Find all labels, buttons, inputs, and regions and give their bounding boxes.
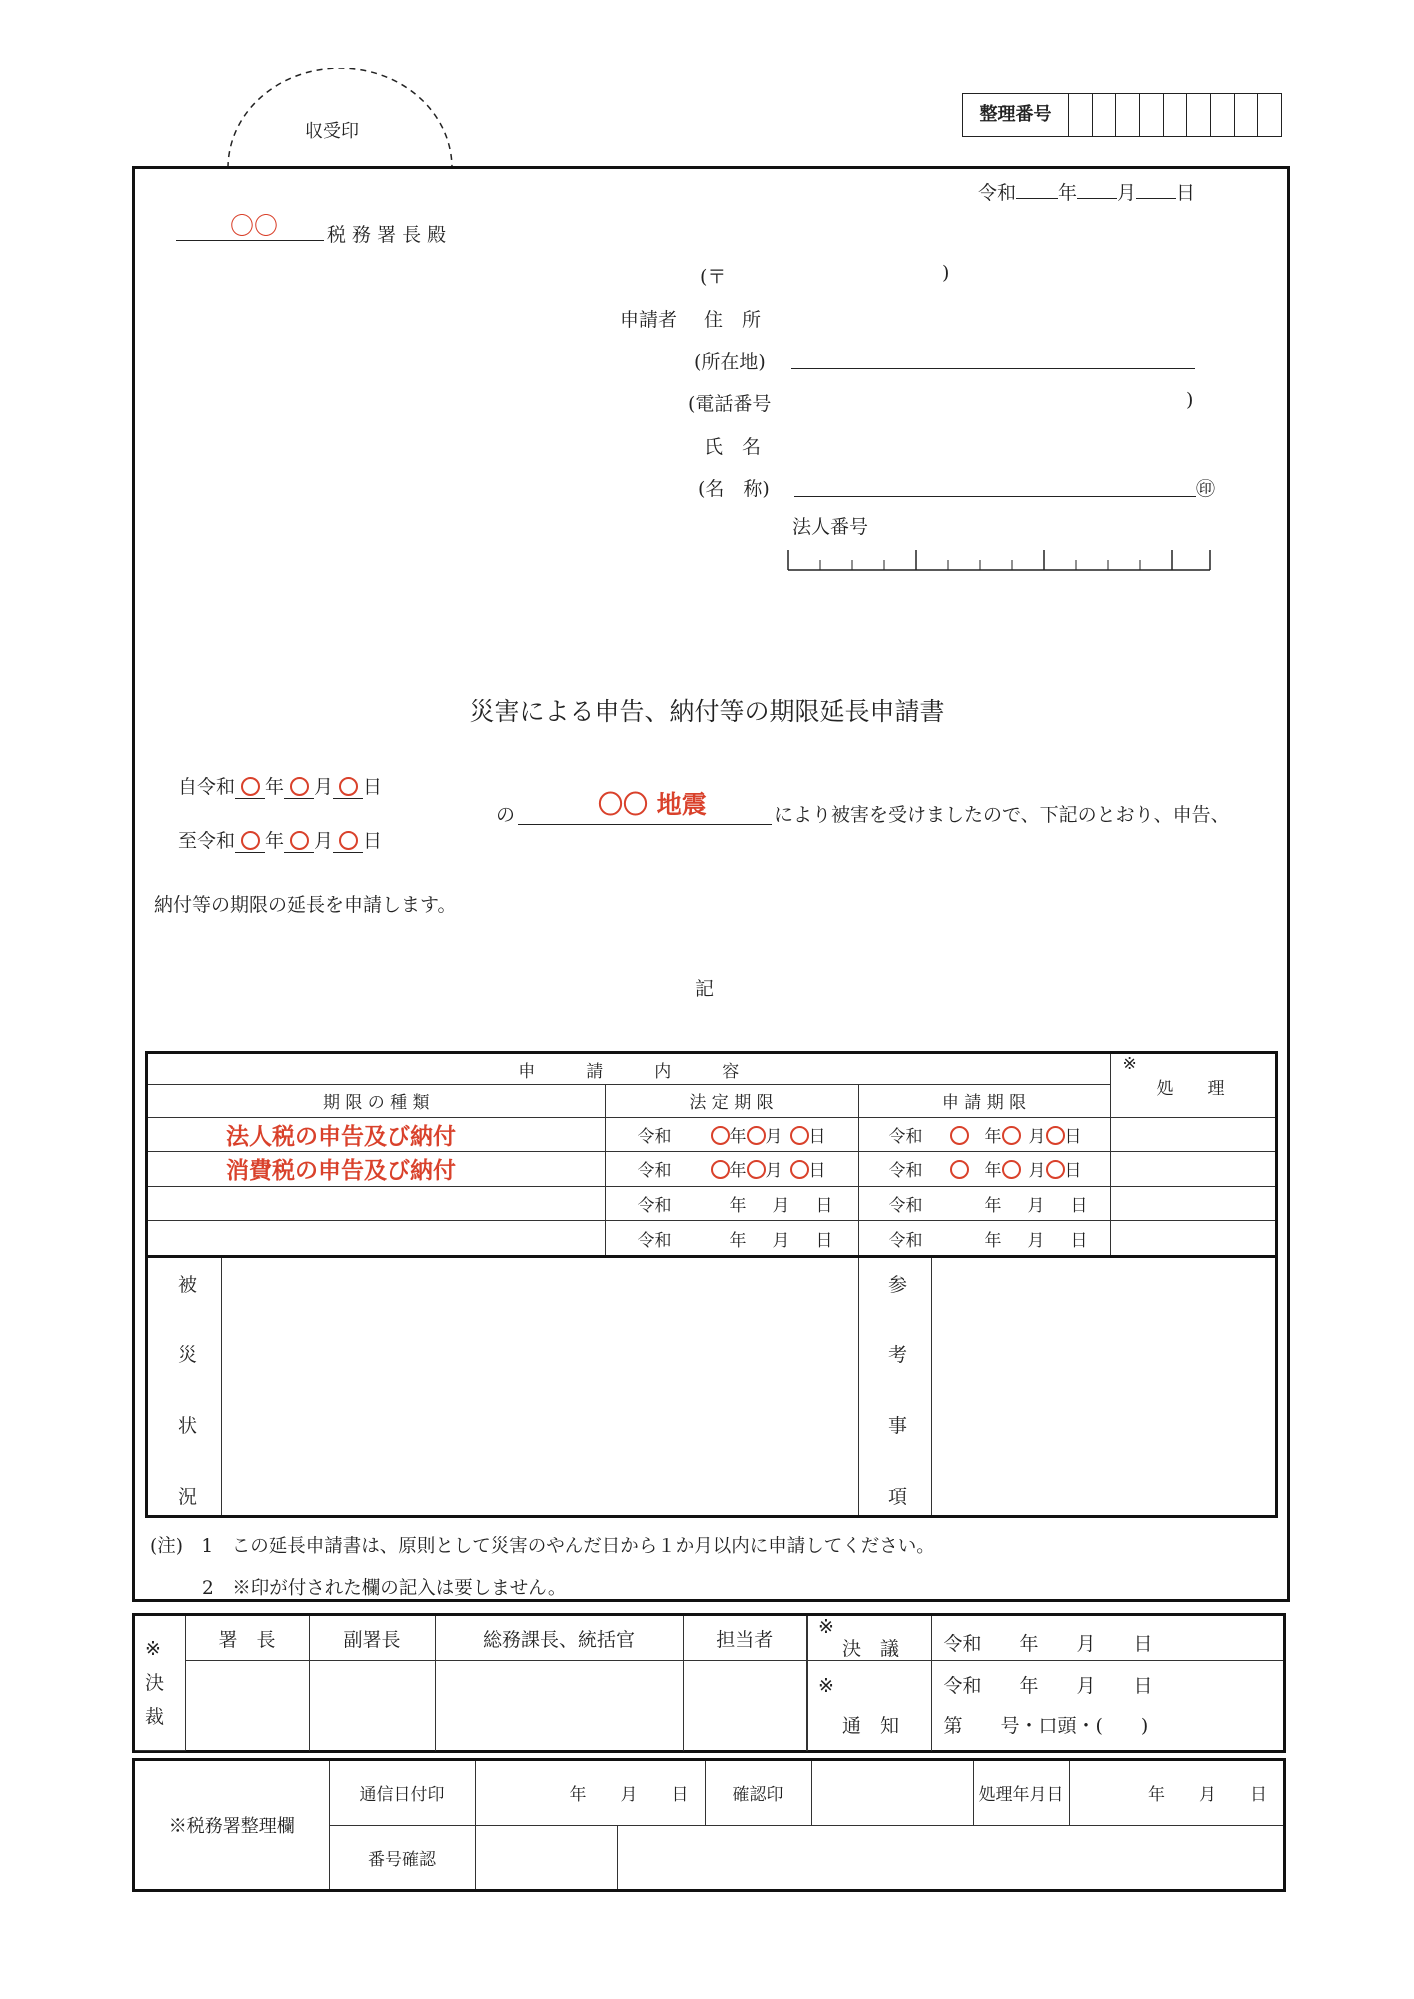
postal-open: (〒: [700, 266, 727, 288]
legal-date-row-4[interactable]: 令和 年 月 日: [605, 1221, 858, 1256]
kind-row-1[interactable]: 法人税の申告及び納付: [148, 1117, 605, 1152]
sign-chief[interactable]: [185, 1661, 309, 1751]
role-chief: 署 長: [185, 1616, 309, 1661]
office-label: 税 務 署 長 殿: [327, 224, 447, 246]
ki-label: 記: [695, 978, 715, 1000]
resolution-date[interactable]: 令和 年 月 日: [931, 1616, 1283, 1661]
seal-mark: ㊞: [1196, 478, 1216, 500]
req-date-row-1[interactable]: 令和 年 月 日: [858, 1117, 1110, 1152]
approval-table: [135, 1616, 1283, 1751]
confirm-seal-label: 確認印: [705, 1761, 811, 1825]
processing-header: ※ 処 理: [1110, 1054, 1275, 1117]
ref-number-cells[interactable]: [1069, 94, 1281, 136]
corp-number-label: 法人番号: [792, 516, 869, 538]
role-deputy: 副署長: [309, 1616, 435, 1661]
process-date-label: 処理年月日: [973, 1761, 1069, 1825]
number-check-extra[interactable]: [617, 1825, 1283, 1889]
col-legal: 法 定 期 限: [605, 1085, 858, 1118]
phone-close: ): [1186, 389, 1194, 411]
role-staff: 担当者: [683, 1616, 807, 1661]
note-1: (注) 1 この延長申請書は、原則として災害のやんだ日から１か月以内に申請してください。: [150, 1536, 935, 1557]
sign-staff[interactable]: [683, 1661, 807, 1751]
ref-number-label: 整理番号: [963, 94, 1069, 136]
process-date-value[interactable]: 年 月 日: [1069, 1761, 1283, 1825]
proc-row-1: [1110, 1117, 1275, 1152]
legal-date-row-1[interactable]: 令和 年 月 日: [605, 1117, 858, 1152]
address-label: 住 所: [704, 309, 762, 331]
reference-label-col: 参 考 事 項: [860, 1258, 932, 1515]
ref-number-box: [962, 93, 1282, 137]
notice-detail[interactable]: 令和 年 月 日 第 号・口頭・( ): [931, 1661, 1283, 1751]
corp-number-ruler[interactable]: [786, 548, 1212, 574]
body-sentence-1: により被害を受けましたので、下記のとおり、申告、: [774, 804, 1230, 826]
col-kind: 期 限 の 種 類: [148, 1085, 605, 1118]
proc-row-4: [1110, 1221, 1275, 1256]
proc-row-2: [1110, 1152, 1275, 1187]
legal-date-row-3[interactable]: 令和 年 月 日: [605, 1186, 858, 1221]
legal-date-row-2[interactable]: 令和 年 月 日: [605, 1152, 858, 1187]
body-sentence-2: 納付等の期限の延長を申請します。: [154, 894, 457, 916]
stamp-label: 収受印: [305, 121, 359, 142]
sign-manager[interactable]: [435, 1661, 683, 1751]
comm-date-value[interactable]: 年 月 日: [475, 1761, 705, 1825]
confirm-seal-field[interactable]: [811, 1761, 973, 1825]
note-2: 2 ※印が付された欄の記入は要しません。: [202, 1578, 567, 1599]
disaster-fill[interactable]: 〇〇 地震: [598, 790, 707, 819]
req-date-row-2[interactable]: 令和 年 月 日: [858, 1152, 1110, 1187]
content-header: 申 請 内 容: [148, 1054, 1110, 1085]
office-fill[interactable]: 〇〇: [230, 212, 278, 240]
no-particle: の: [496, 804, 516, 826]
number-check-label: 番号確認: [329, 1825, 475, 1889]
req-date-row-4[interactable]: 令和 年 月 日: [858, 1221, 1110, 1256]
company-label: (名 称): [698, 478, 770, 500]
proc-row-3: [1110, 1186, 1275, 1221]
applicant-label: 申請者: [620, 309, 678, 331]
req-date-row-3[interactable]: 令和 年 月 日: [858, 1186, 1110, 1221]
postal-close: ): [942, 262, 950, 284]
damage-section: [148, 1255, 1275, 1515]
period-to: 至令和 年 月 日: [178, 830, 383, 852]
disaster-line[interactable]: [518, 824, 772, 825]
notice-label: ※ 通 知: [807, 1661, 931, 1751]
comm-date-label: 通信日付印: [329, 1761, 475, 1825]
damage-status-field[interactable]: [223, 1258, 859, 1515]
sign-deputy[interactable]: [309, 1661, 435, 1751]
phone-label: (電話番号: [688, 393, 772, 415]
page-title: 災害による申告、納付等の期限延長申請書: [469, 697, 945, 726]
reference-field[interactable]: [933, 1258, 1275, 1515]
name-label: 氏 名: [704, 436, 762, 458]
number-check-field[interactable]: [475, 1825, 617, 1889]
header-date: 令和 年 月 日: [978, 182, 1196, 204]
content-table: [148, 1054, 1275, 1256]
address-line[interactable]: [791, 368, 1195, 369]
resolution-label: ※ 決 議: [807, 1616, 931, 1661]
location-label: (所在地): [694, 351, 766, 373]
name-line[interactable]: [794, 496, 1196, 497]
kind-row-3[interactable]: [148, 1186, 605, 1221]
damage-label-col: 被 災 状 況: [148, 1258, 222, 1515]
office-section-table: [135, 1761, 1283, 1889]
kind-row-2[interactable]: 消費税の申告及び納付: [148, 1152, 605, 1187]
kind-row-4[interactable]: [148, 1221, 605, 1256]
col-requested: 申 請 期 限: [858, 1085, 1110, 1118]
decision-label: ※ 決 裁: [135, 1616, 185, 1751]
period-from: 自令和 年 月 日: [178, 776, 383, 798]
role-manager: 総務課長、統括官: [435, 1616, 683, 1661]
office-section-label: ※税務署整理欄: [135, 1761, 329, 1889]
